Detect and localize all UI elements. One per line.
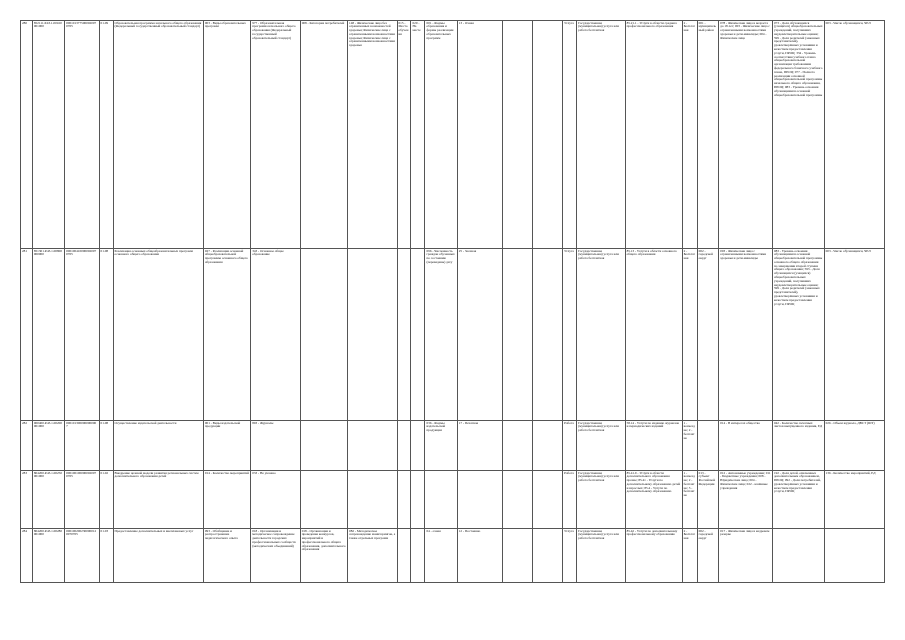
indicator-5 [502,21,532,249]
consumer-category: 012 - Автономные учреждения; 011 - Бюджетные учреждения; 008 - Юридические лица; 004 - Физические лица; 022 - казённые учреждения [719,471,773,529]
indicator-4-value: 25 - Заочная [457,249,502,421]
row-number: 283 [21,471,33,529]
indicator-4-value: 17 - Печатная [457,421,502,471]
payment-kind: Государственная (муниципальная) услуга или работа бесплатная [577,471,625,529]
indicator-5-value [533,529,563,583]
indicator-1: 093 - Обобщение и распространение педагогического опыта [203,529,250,583]
okved-code: 58.14 - Услуги по изданию журналов и периодических изданий [625,421,682,471]
okved-code: 85.13 - Услуги в области основного общего образования [625,249,682,421]
row-number: 284 [21,529,33,583]
quality-indicators: 083 - Уровень освоения обучающимися основной общеобразовательной программы основного общего образования по завершении второй ступени общего образования; 593 - Доля обучающихся (учащихся) общеобразовательных учреждений, получивших неудовлетворительные оценки; 599 - Доля родителей (законных представителей), удовлетворённых условиями и качеством предоставления услуги, ПРОЦ [772,249,824,421]
payment-basis: 2 - Бесплатная [682,529,697,583]
indicator-2: 008 - Категория потребителей [300,21,347,249]
indicator-3-value [411,421,425,471]
registry-table [20,20,885,583]
row-number: 280 [21,21,33,249]
indicator-2-value [348,421,397,471]
service-code: 851301.Р.43.1.00800000000 [32,249,64,421]
volume-indicators: 026 - Объем журнала, ДВСТ (ШТ) [824,421,884,471]
service-name: Осуществление издательской деятельности [113,421,203,471]
indicator-2-value: 148 - Физические лица без ограниченных возможностей здоровья; Физические лица с ограниченными возможностями здоровья; Физические лица с ограниченными возможностями здоровья [348,21,397,249]
code-date: 01.03 [99,529,113,583]
indicator-3-value [411,249,425,421]
registry-number: 0001013775000020070705 [65,21,99,249]
indicator-2-value [348,249,397,421]
indicator-5-value [533,421,563,471]
authority-level: 002 - городской округ [697,529,719,583]
payment-kind: Государственная (муниципальная) услуга или работа бесплатная [577,529,625,583]
service-code: 852111.Р.43.1.00160001000 [32,21,64,249]
code-date: 01.08 [99,249,113,421]
service-type: Услуга [563,249,577,421]
consumer-category: 017 - Физические лица в кадровом резерве [719,529,773,583]
indicator-3-value [411,529,425,583]
indicator-3 [397,471,411,529]
service-type: Работа [563,471,577,529]
payment-basis: 1 - возмездно; 2 - бесплатно; 3 - бесплатно [682,471,697,529]
indicator-1: 027 - Реализация основной общеобразовательной программы основного общего образования [203,249,250,421]
consumer-category: 014 - В интересах общества [719,421,773,471]
volume-indicators: 003 - Число обучающихся, ЧЕЛ [824,21,884,249]
indicator-5-value [533,249,563,421]
quality-indicators: 192 - Доля детей, охваченных дополнительным образованием, ПРОЦ; 092 - Доля потребителей, удовлетворённых условиями и качеством предоставления услуги, ПРОЦ [772,471,824,529]
table-row [21,529,885,583]
service-code: 900400.Р.43.1.00200001000 [32,421,64,471]
payment-kind: Государственная (муниципальная) услуга или работа бесплатная [577,21,625,249]
indicator-3 [397,529,411,583]
service-type: Услуга [563,21,577,249]
indicator-2: 018 - Организация и проведение конкурсов, мероприятий и профессионального общего образования, дополнительного образования [300,529,347,583]
indicator-4: 04 - очная [425,529,457,583]
row-number: 281 [21,249,33,421]
okved-code: 85.42 - Услуги по дополнительному профессиональному образованию [625,529,682,583]
indicator-3 [397,249,411,421]
indicator-2 [300,249,347,421]
indicator-4 [425,471,457,529]
registry-number: 0001002002300000120070705 [65,529,99,583]
registry-number: 0001001000000020070705 [65,471,99,529]
indicator-5 [502,421,532,471]
consumer-category: 078 - Физические лица в возрасте до 18 лет; 003 - Физические лица с ограниченными возможностями здоровья и дети-инвалиды; 004 - Физические лица [719,21,773,249]
registry-table-body [21,21,885,583]
indicator-1-value: 893 - Журналы [251,421,300,471]
payment-basis: 2 - Бесплатная [682,249,697,421]
indicator-5-value [533,21,563,249]
table-row [21,249,885,421]
okved-code: 85.21.1 - Услуги в области среднего профессионального образования [625,21,682,249]
indicator-1: 001 - Виды издательской продукции [203,421,250,471]
indicator-4: 036 - Формы издательской продукции [425,421,457,471]
service-code: 804200.Р.43.1.00250001000 [32,471,64,529]
indicator-1: 014 - Количество мероприятий [203,471,250,529]
service-name: Образовательная программа начального общего образования (Федеральный государственный образовательный стандарт) [113,21,203,249]
registry-sheet [20,20,885,583]
volume-indicators [824,529,884,583]
indicator-2-value [348,471,397,529]
authority-level: 002 - городской округ [697,249,719,421]
payment-basis: 2 - Бесплатная [682,21,697,249]
indicator-1-value: 033 - Не указано [251,471,300,529]
indicator-2 [300,471,347,529]
code-date: 01.08 [99,421,113,471]
service-type: Работа [563,421,577,471]
payment-basis: 1 - возмездно; 2 - бесплатно [682,421,697,471]
service-name: Внедрение целевой модели развития региональных систем дополнительного образования детей [113,471,203,529]
table-row [21,471,885,529]
table-row [21,421,885,471]
okved-code: 85.41.9 - Услуги в области дополнительного образования прочие; 85.41 - Услуги по дополнительному образованию детей и взрослых; 85.4 - Услуги по дополнительному образованию [625,471,682,529]
table-row [21,21,885,249]
indicator-1-value: 343 - Основное общее образование [251,249,300,421]
code-date: 01.09 [99,21,113,249]
indicator-3: 015 - Место обучения [397,21,411,249]
payment-kind: Государственная (муниципальная) услуга или работа бесплатная [577,421,625,471]
registry-number: 0001004100000020070705 [65,249,99,421]
indicator-5 [502,471,532,529]
indicator-4-value: 12 - Постоянно [457,529,502,583]
indicator-2-value: 082 - Методическое сопровождение мониторингов, а также отдельных программ [348,529,397,583]
payment-kind: Государственная (муниципальная) услуга или работа бесплатная [577,249,625,421]
indicator-4-value: 13 - Очная [457,21,502,249]
quality-indicators: 073 - Доля обучающихся (учащихся) общеобразовательных учреждений, получивших неудовлетворительные оценки; 599 - Доля родителей (законных представителей), удовлетворённых условиями и качеством предоставления услуги, ПРОЦ; 334 - Уровень соответствия учебного плана общеобразовательной организации требованиям федерального базисного учебного плана, ПРОЦ; 077 - Полнота реализации основной общеобразовательной программы начального общего образования, ПРОЦ; 083 - Уровень освоения обучающимися основной общеобразовательной программы [772,21,824,249]
indicator-1: 003 - Виды образовательных программ [203,21,250,249]
registry-number: 0001013000000000007 [65,421,99,471]
indicator-5 [502,249,532,421]
service-code: 804200.Р.43.1.00280001000 [32,529,64,583]
indicator-1-value: 977 - Образовательная программа начального общего образования (Федеральный государственный образовательный стандарт) [251,21,300,249]
volume-indicators: 003 - Число обучающихся, ЧЕЛ [824,249,884,421]
consumer-category: 003 - Физические лица с ограниченными возможностями здоровья и дети-инвалиды [719,249,773,421]
indicator-2 [300,421,347,471]
indicator-5 [502,529,532,583]
indicator-5-value [533,471,563,529]
service-type: Услуга [563,529,577,583]
service-name: Реализация основных общеобразовательных программ основного общего образования [113,249,203,421]
indicator-3 [397,421,411,471]
authority-level [697,421,719,471]
indicator-3-value: 020 - На месте [411,21,425,249]
indicator-4-value [457,471,502,529]
indicator-4: 001 - Формы образования и формы реализации образовательных программ [425,21,457,249]
volume-indicators: 136 - Количество мероприятий, ЕД [824,471,884,529]
indicator-4: 096 - Численность граждан обученных по состоянию (переведены) дату [425,249,457,421]
service-name: Предоставление дополнительных и внеплановых услуг [113,529,203,583]
authority-level: 013 - субъект Российской Федерации [697,471,719,529]
indicator-3-value [411,471,425,529]
code-date: 01.02 [99,471,113,529]
authority-level: 001 - муниципальный район [697,21,719,249]
quality-indicators: 042 - Количество печатных листов выпущенного издания, ЕД [772,421,824,471]
quality-indicators [772,529,824,583]
indicator-1-value: 018 - Организация и методическое сопровождение деятельности городских профессиональных сообществ (методических объединений) [251,529,300,583]
row-number: 282 [21,421,33,471]
